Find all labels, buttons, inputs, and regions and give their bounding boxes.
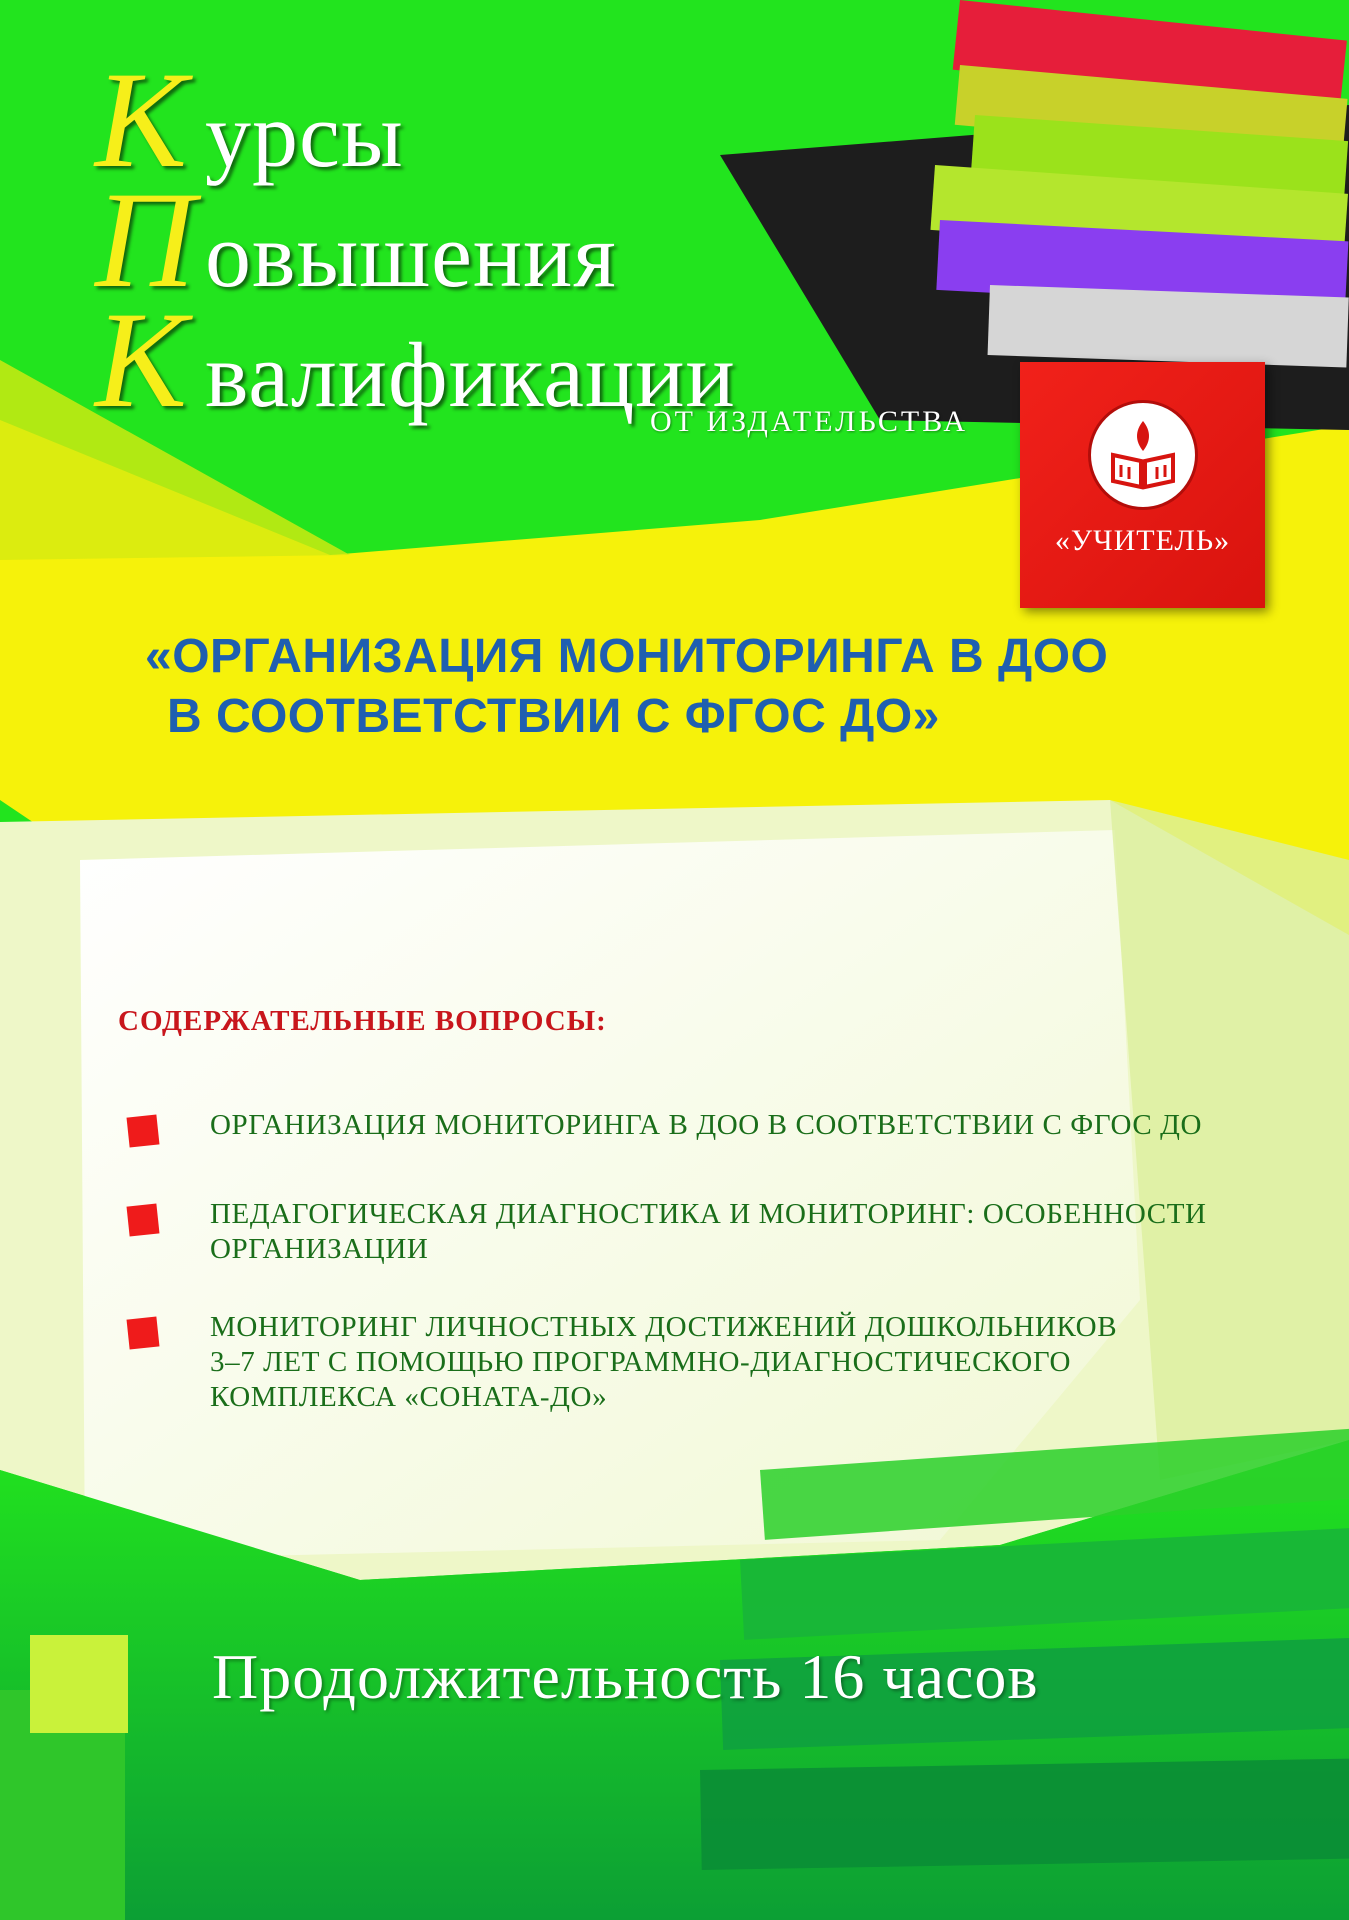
list-item-line: ОРГАНИЗАЦИЯ МОНИТОРИНГА В ДОО В СООТВЕТСТВИИ С ФГОС ДО [210,1109,1203,1141]
square-bullet-icon [127,1317,160,1350]
course-title [145,627,1265,747]
book-torch-emblem-icon [1088,400,1198,510]
square-bullet-icon [127,1204,160,1237]
deco-square-light [30,1635,128,1733]
title-initial: К [95,43,187,196]
title-word: урсы [205,84,404,186]
square-bullet-icon [127,1115,160,1148]
title-initial: П [95,163,195,316]
publisher-logo [1020,362,1265,608]
list-item-line: ОРГАНИЗАЦИИ [210,1233,429,1265]
white-panel [80,830,1140,1560]
list-item-text [210,1310,1270,1415]
title-initial: К [95,283,187,436]
course-title-line: «ОРГАНИЗАЦИЯ МОНИТОРИНГА В ДОО [145,630,1109,683]
title-word: овышения [205,204,617,306]
logo-name: «УЧИТЕЛЬ» [1054,524,1231,557]
list-item-line: КОМПЛЕКСА «СОНАТА-ДО» [210,1381,608,1413]
questions-heading: СОДЕРЖАТЕЛЬНЫЕ ВОПРОСЫ: [118,1005,607,1037]
title-word: валификации [205,324,736,426]
course-title-line: В СООТВЕТСТВИИ С ФГОС ДО» [167,690,940,743]
list-item-line: МОНИТОРИНГ ЛИЧНОСТНЫХ ДОСТИЖЕНИЙ ДОШКОЛЬНИКОВ [210,1311,1118,1343]
header-title-line-3 [95,280,736,439]
list-item-line: 3–7 ЛЕТ С ПОМОЩЬЮ ПРОГРАММНО-ДИАГНОСТИЧЕСКОГО [210,1346,1072,1378]
list-item-text [210,1197,1270,1267]
publisher-caption: ОТ ИЗДАТЕЛЬСТВА [650,405,969,438]
list-item-text [210,1108,1270,1143]
duration-text: Продолжительность 16 часов [212,1641,1039,1712]
list-item-line: ПЕДАГОГИЧЕСКАЯ ДИАГНОСТИКА И МОНИТОРИНГ: ОСОБЕННОСТИ [210,1198,1207,1230]
